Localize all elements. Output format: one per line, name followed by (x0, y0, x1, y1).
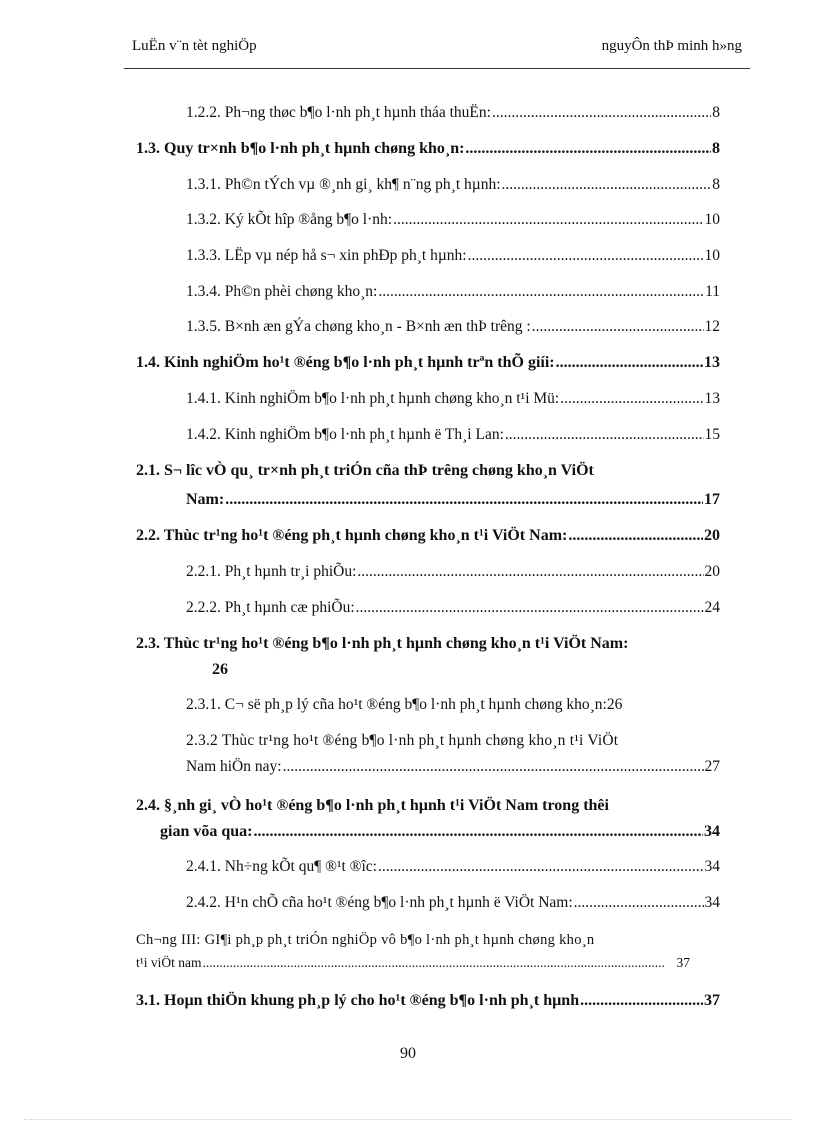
toc-entry-2-3[interactable] (136, 635, 720, 679)
toc-entry-page: 10 (704, 247, 720, 264)
toc-entry-title: 1.3. Quy tr×nh b¶o l·nh ph¸t hµnh chøng kho¸n: (136, 140, 465, 157)
toc-entry-page: 11 (705, 283, 720, 300)
toc-entry-page: 27 (704, 758, 720, 775)
toc-entry-page: 8 (712, 104, 720, 121)
leader-dots (356, 599, 704, 617)
leader-dots (283, 758, 704, 776)
toc-entry-title: 1.3.3. LËp vµ nép hå s¬ xin phÐp ph¸t hµnh: (186, 247, 467, 264)
toc-entry-title: 2.2.1. Ph¸t hµnh tr¸i phiÕu: (186, 563, 357, 580)
toc-entry-1-3-5[interactable] (136, 318, 720, 336)
toc-entry-1-4[interactable] (136, 354, 720, 372)
toc-entry-page: 37 (704, 992, 720, 1009)
toc-entry-title-continued: gian võa qua: (160, 823, 253, 840)
leader-dots (378, 858, 704, 876)
page-number: 90 (400, 1045, 416, 1062)
toc-entry-title-continued: t¹i viÖt nam (136, 955, 202, 970)
toc-entry-title: 3.1. Hoµn thiÖn khung ph¸p lý cho ho¹t ®éng b¶o l·nh ph¸t hµnh (136, 992, 580, 1009)
toc-entry-page: 34 (704, 858, 720, 875)
toc-entry-title: 2.2. Thùc tr¹ng ho¹t ®éng ph¸t hµnh chøng kho¸n t¹i ViÖt Nam: (136, 527, 568, 544)
toc-entry-title: 1.3.2. Ký kÕt hîp ®ång b¶o l·nh: (186, 211, 393, 228)
leader-dots (378, 283, 704, 301)
toc-entry-page: 12 (704, 318, 720, 335)
toc-entry-2-2-2[interactable] (136, 599, 720, 617)
toc-entry-1-3-3[interactable] (136, 247, 720, 265)
leader-dots (225, 491, 703, 509)
toc-entry-title: 2.4.2. H¹n chÕ cña ho¹t ®éng b¶o l·nh ph¸t hµnh ë ViÖt Nam: (186, 894, 573, 911)
header-rule (124, 68, 750, 69)
header-right-author: nguyÔn thÞ minh h»ng (601, 38, 742, 54)
toc-entry-page: 24 (704, 599, 720, 616)
leader-dots (492, 104, 711, 122)
toc-entry-title: 2.4.1. Nh÷ng kÕt qu¶ ®¹t ®îc: (186, 858, 377, 875)
toc-entry-page: 37 (676, 955, 690, 970)
leader-dots (574, 894, 704, 912)
toc-entry-page: 8 (712, 140, 720, 157)
toc-entry-title-continued: Nam: (186, 491, 225, 508)
toc-entry-page: 20 (704, 527, 720, 544)
toc-entry-1-3-4[interactable] (136, 283, 720, 301)
leader-dots (253, 823, 703, 841)
toc-entry-2-3-2[interactable] (136, 732, 720, 776)
toc-entry-title: 1.3.5. B×nh æn gÝa chøng kho¸n - B×nh æn thÞ trêng : (186, 318, 531, 335)
toc-entry-2-2-1[interactable] (136, 563, 720, 581)
leader-dots (468, 247, 704, 265)
toc-entry-title: 1.2.2. Ph¬ng thøc b¶o l·nh ph¸t hµnh tháa thuËn: (186, 104, 491, 121)
toc-entry-2-2[interactable] (136, 527, 720, 545)
toc-entry-title: 2.1. S¬ lîc vÒ qu¸ tr×nh ph¸t triÓn cña thÞ trêng chøng kho¸n ViÖt (136, 462, 594, 479)
toc-entry-2-1[interactable] (136, 462, 720, 509)
toc-entry-1-3[interactable] (136, 140, 720, 158)
toc-entry-2-4[interactable] (136, 797, 720, 841)
toc-entry-title: 2.4. §¸nh gi¸ vÒ ho¹t ®éng b¶o l·nh ph¸t hµnh t¹i ViÖt Nam trong thêi (136, 797, 609, 814)
toc-entry-title: Ch¬ng III: GI¶i ph¸p ph¸t triÓn nghiÖp vô b¶o l·nh ph¸t hµnh chøng kho¸n (136, 932, 595, 948)
toc-entry-title: 1.4. Kinh nghiÖm ho¹t ®éng b¶o l·nh ph¸t hµnh trªn thÕ giíi: (136, 354, 555, 371)
toc-entry-title: 1.4.2. Kinh nghiÖm b¶o l·nh ph¸t hµnh ë Th¸i Lan: (186, 426, 504, 443)
toc-entry-title: 1.3.1. Ph©n tÝch vµ ®¸nh gi¸ kh¶ n¨ng ph¸t hµnh: (186, 176, 501, 193)
leader-dots (580, 992, 703, 1010)
toc-entry-1-4-2[interactable] (136, 426, 720, 444)
leader-dots (502, 176, 712, 194)
toc-entry-title: 2.3.1. C¬ së ph¸p lý cña ho¹t ®éng b¶o l·nh ph¸t hµnh chøng kho¸n: (186, 696, 607, 713)
leader-dots (203, 955, 666, 971)
toc-entry-page: 34 (704, 894, 720, 911)
leader-dots (532, 318, 704, 336)
toc-entry-chapter-3[interactable] (136, 932, 720, 971)
toc-entry-page: 15 (704, 426, 720, 443)
toc-entry-page: 20 (704, 563, 720, 580)
toc-entry-page: 10 (704, 211, 720, 228)
leader-dots (560, 390, 703, 408)
toc-entry-title-continued: Nam hiÖn nay: (186, 758, 282, 775)
leader-dots (556, 354, 703, 372)
leader-dots (465, 140, 711, 158)
leader-dots (505, 426, 704, 444)
toc-entry-page: 13 (704, 354, 720, 371)
toc-entry-1-3-1[interactable] (136, 176, 720, 194)
toc-entry-title: 2.3.2 Thùc tr¹ng ho¹t ®éng b¶o l·nh ph¸t hµnh chøng kho¸n t¹i ViÖt (186, 732, 619, 749)
toc-entry-2-4-2[interactable] (136, 894, 720, 912)
toc-entry-title: 1.3.4. Ph©n phèi chøng kho¸n: (186, 283, 378, 300)
toc-entry-page: 13 (704, 390, 720, 407)
toc-entry-title: 2.3. Thùc tr¹ng ho¹t ®éng b¶o l·nh ph¸t hµnh chøng kho¸n t¹i ViÖt Nam: (136, 635, 629, 652)
toc-entry-2-3-1[interactable] (136, 696, 720, 714)
header-left-title: LuËn v¨n tèt nghiÖp (132, 38, 257, 54)
bottom-divider (24, 1119, 792, 1120)
toc-entry-page: 17 (704, 491, 720, 508)
toc-entry-page: 26 (606, 696, 623, 713)
toc-entry-page: 34 (704, 823, 720, 840)
leader-dots (357, 563, 703, 581)
toc-entry-title: 2.2.2. Ph¸t hµnh cæ phiÕu: (186, 599, 355, 616)
toc-entry-2-4-1[interactable] (136, 858, 720, 876)
toc-entry-1-4-1[interactable] (136, 390, 720, 408)
leader-dots (393, 211, 703, 229)
toc-entry-page: 8 (712, 176, 720, 193)
toc-entry-1-2-2[interactable] (136, 104, 720, 122)
toc-entry-title: 1.4.1. Kinh nghiÖm b¶o l·nh ph¸t hµnh chøng kho¸n t¹i Mü: (186, 390, 560, 407)
leader-dots (568, 527, 703, 545)
toc-entry-1-3-2[interactable] (136, 211, 720, 229)
toc-entry-3-1[interactable] (136, 992, 720, 1010)
toc-entry-page: 26 (212, 661, 228, 678)
